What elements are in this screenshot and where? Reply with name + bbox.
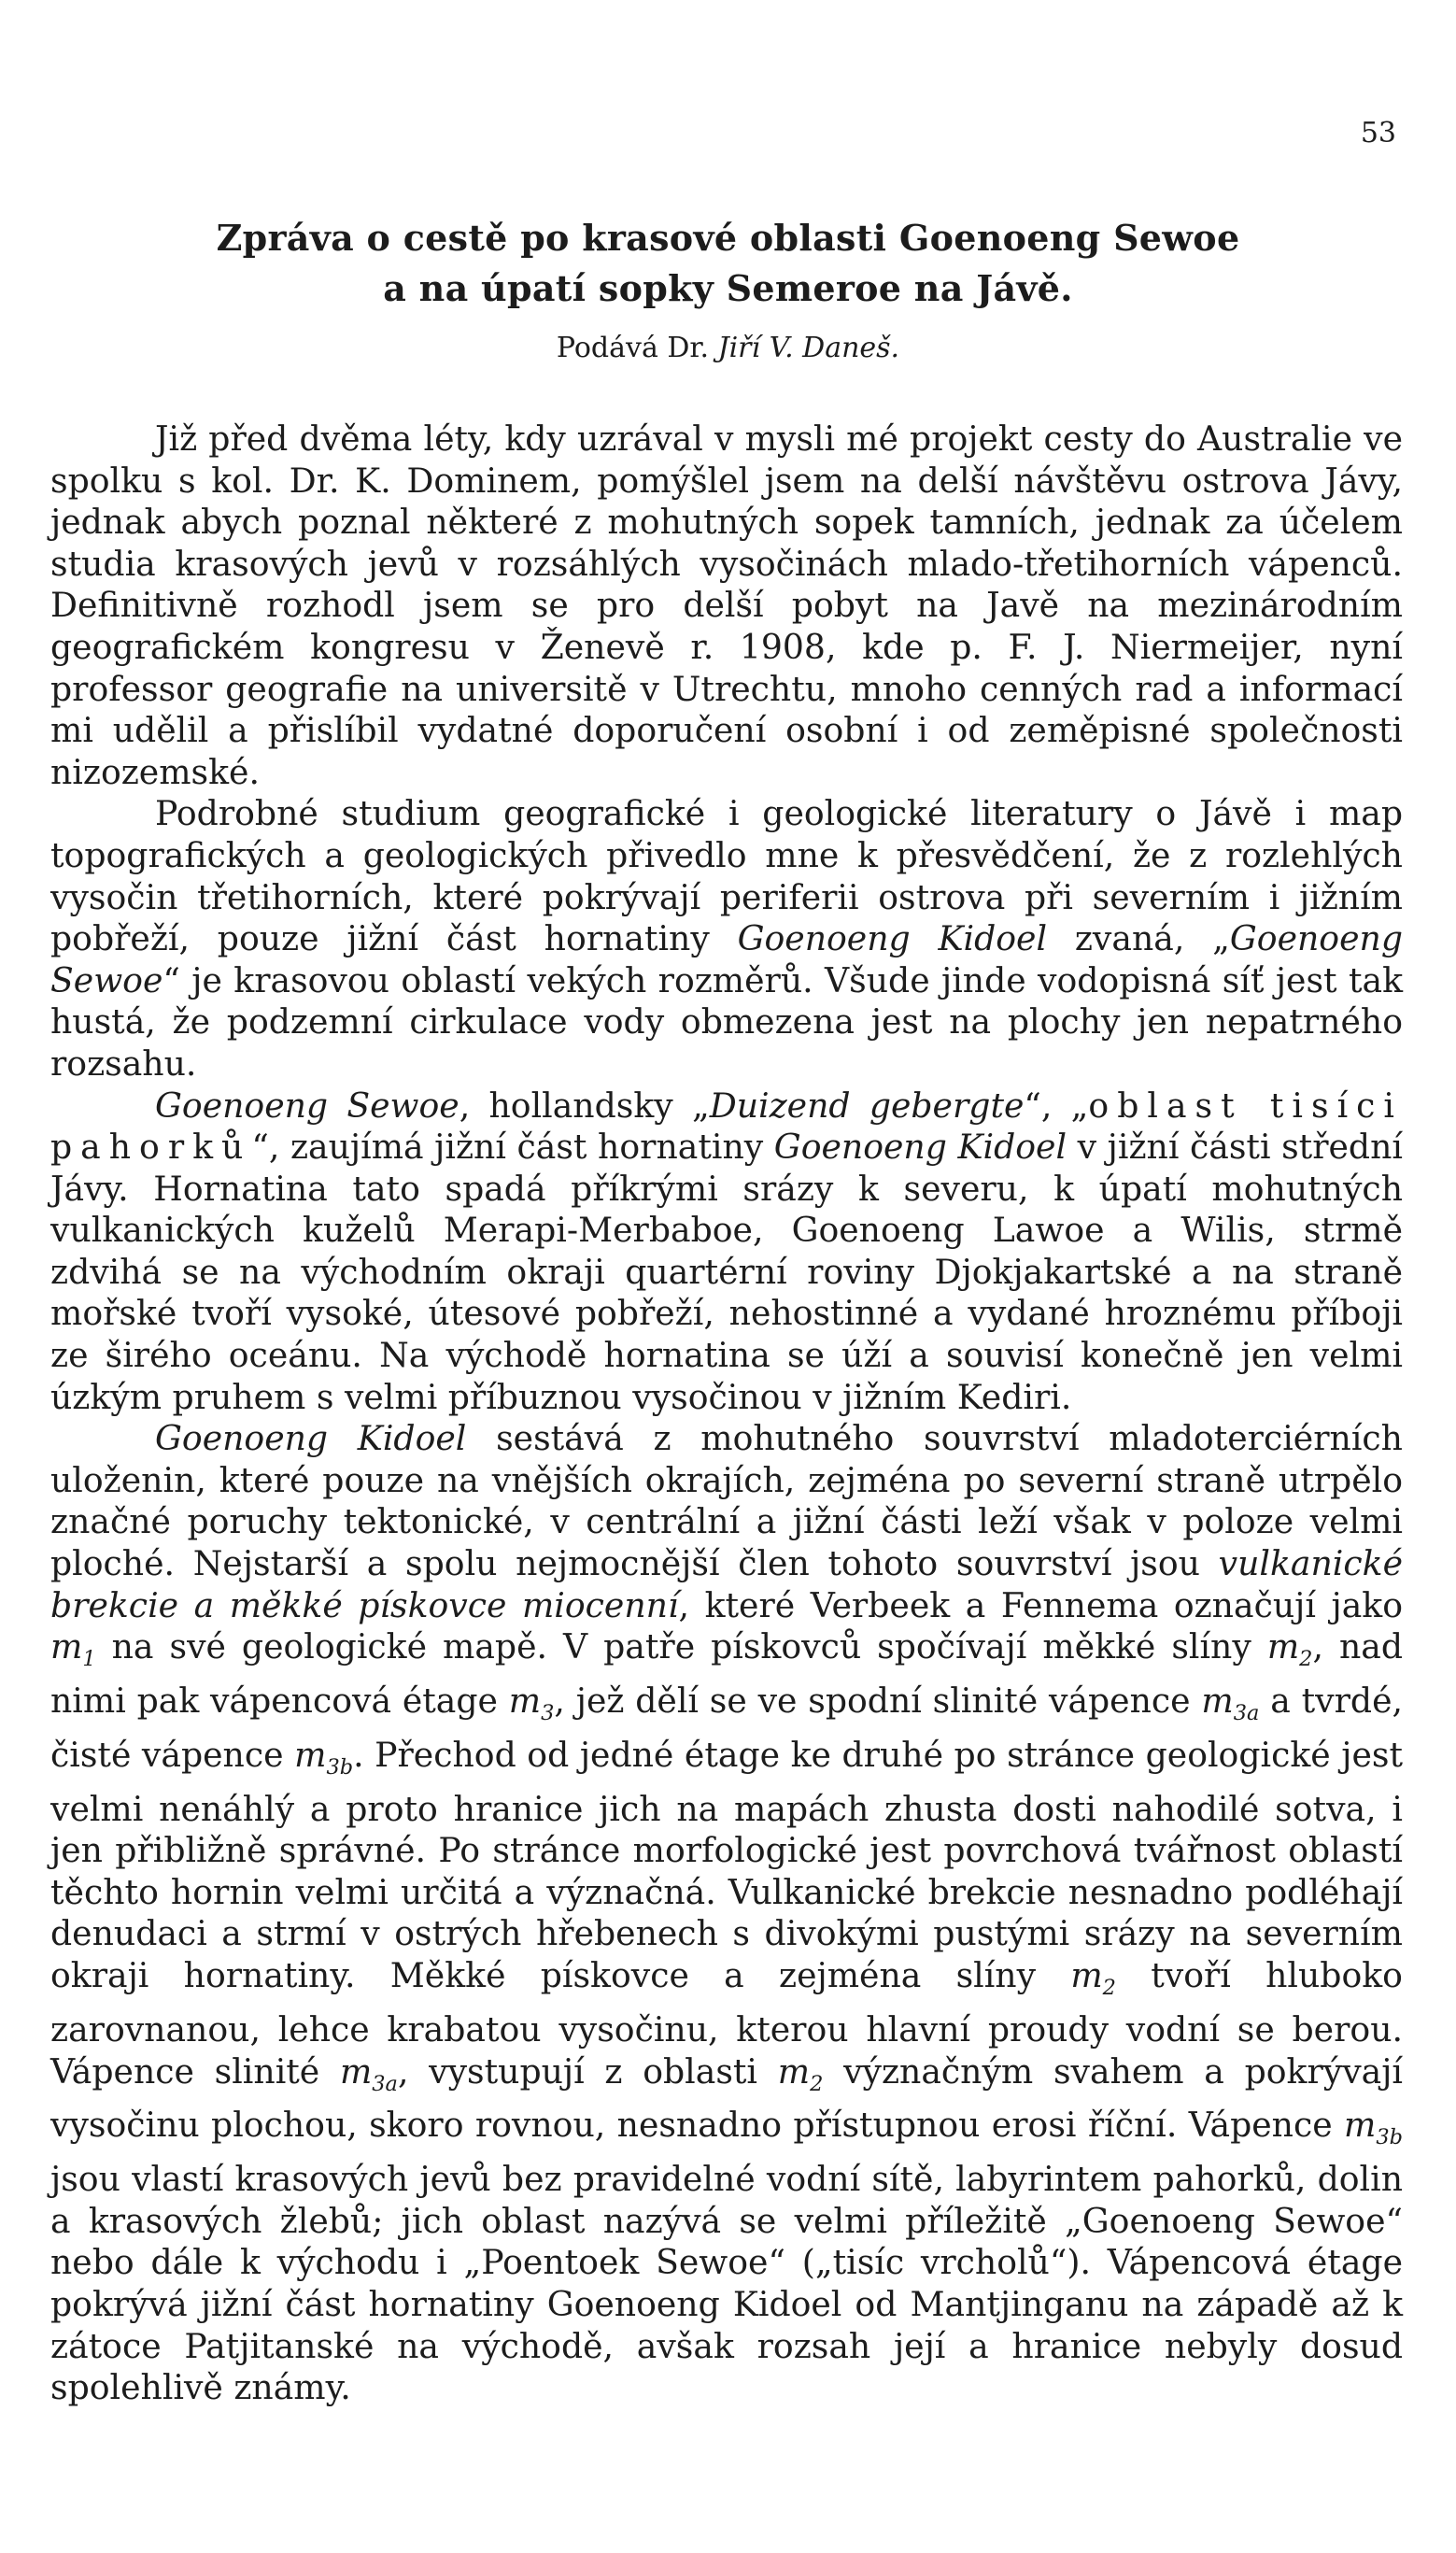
paragraph-2-text-e: “ je krasovou oblastí vekých rozměrů. Všude jinde vodopisná síť jest tak hustá, že podzemní cirkulace vody obmezena jest na plochy jen nepatrného rozsahu. xyxy=(50,959,1403,1084)
paragraph-4-text-h: a tvrdé, čisté vápence xyxy=(50,1681,1403,1775)
article-title xyxy=(0,213,1456,314)
symbol-m3a: $m_{3a}$ xyxy=(1201,1681,1260,1726)
paragraph-2-term-goenoeng-sewoe: Goenoeng Sewoe xyxy=(50,918,1403,1000)
paragraph-3 xyxy=(50,1085,1403,1419)
symbol-m3: $m_3$ xyxy=(508,1681,555,1726)
symbol-m3b-second: $m_{3b}$ xyxy=(1344,2105,1403,2150)
symbol-m2-third: $m_2$ xyxy=(777,2050,824,2096)
symbol-m2-second: $m_2$ xyxy=(1070,1955,1116,2001)
paragraph-2-term-goenoeng-kidoel: Goenoeng Kidoel xyxy=(737,918,1048,959)
paragraph-4-text-e: na své geologické mapě. V patře pískovců spočívají měkké slíny xyxy=(111,1626,1251,1667)
paragraph-2-text-a: Podrobné studium geografické i geologické literatury o Jávě i map topografických a geologických přivedlo mne k přesvědčení, že z rozlehlých vysočin třetihorních, které pokrývají periferii ostrova při severním i jižním pobřeží, pouze jižní část hornatiny xyxy=(50,793,1403,959)
paragraph-4-text-j: tvoří hluboko zarovnanou, lehce krabatou vysočinu, kterou hlavní proudy vodní se berou. Vápence slinité xyxy=(50,1955,1403,2092)
paragraph-4-term-goenoeng-kidoel: Goenoeng Kidoel xyxy=(155,1418,467,1459)
paragraph-4 xyxy=(50,1418,1403,2408)
paragraph-4-text-g: , jež dělí se ve spodní slinité vápence xyxy=(554,1681,1191,1722)
paragraph-2-text-c: zvaná, „ xyxy=(1074,918,1230,959)
paragraph-3-text-f: “, zaujímá jižní část hornatiny xyxy=(251,1127,764,1168)
paragraph-4-text-b: sestává z mohutného souvrství mladoterciérních uloženin, které pouze na vnějších okrajích, zejména po severní straně utrpělo značné poruchy tektonické, v centrální a jižní části leží však v poloze velmi ploché. Nejstarší a spolu nejmocnější člen tohoto souvrství jsou xyxy=(50,1418,1403,1584)
paragraph-4-term-brekcie: vulkanické brekcie a měkké pískovce miocenní xyxy=(50,1543,1403,1625)
symbol-m3b: $m_{3b}$ xyxy=(294,1734,354,1780)
paragraph-4-text-d: , které Verbeek a Fennema označují jako xyxy=(678,1584,1403,1625)
paragraph-4-text-k: , vystupují z oblasti xyxy=(397,2050,758,2092)
byline-author: Jiří V. Daneš. xyxy=(717,332,900,364)
paragraph-2 xyxy=(50,793,1403,1085)
byline-prefix: Podává Dr. xyxy=(556,332,710,364)
paragraph-4-text-i: . Přechod od jedné étage ke druhé po stránce geologické jest velmi nenáhlý a proto hranice jich na mapách zhusta dosti nahodilé sotva, i jen přibližně správné. Po stránce morfologické jest povrchová tvářnost oblastí těchto hornin velmi určitá a význačná. Vulkanické brekcie nesnadno podléhají denudaci a strmí v ostrých hřebenech s divokými pustými srázy na severním okraji hornatiny. Měkké pískovce a zejména slíny xyxy=(50,1734,1403,1996)
symbol-m3a-second: $m_{3a}$ xyxy=(339,2050,398,2096)
page-number: 53 xyxy=(1360,117,1396,149)
paragraph-3-text-b: , hollandsky „ xyxy=(459,1085,710,1126)
paragraph-3-spaced-phrase: oblast tisíci pahorků xyxy=(50,1085,1403,1168)
article-title-line-1: Zpráva o cestě po krasové oblasti Goenoeng Sewoe xyxy=(216,217,1240,259)
paragraph-4-text-f: , nad nimi pak vápencová étage xyxy=(50,1626,1403,1722)
symbol-m2: $m_2$ xyxy=(1266,1626,1313,1672)
paragraph-3-text-d: “, „ xyxy=(1024,1085,1089,1126)
paragraph-1: Již před dvěma léty, kdy uzrával v mysli mé projekt cesty do Australie ve spolku s kol. Dr. K. Dominem, pomýšlel jsem na delší návštěvu ostrova Jávy, jednak abych poznal některé z mohutných sopek tamních, jednak za účelem studia krasových jevů v rozsáhlých vysočinách mlado-třetihorních vápenců. Definitivně rozhodl jsem se pro delší pobyt na Javě na mezinárodním geografickém kongresu v Ženevě r. 1908, kde p. F. J. Niermeijer, nyní professor geografie na universitě v Utrechtu, mnoho cenných rad a informací mi udělil a přislíbil vydatné doporučení osobní i od zeměpisné společnosti nizozemské. xyxy=(50,418,1403,792)
article-body xyxy=(50,418,1403,2409)
paragraph-4-text-n: jsou vlastí krasových jevů bez pravidelné vodní sítě, labyrintem pahorků, dolin a krasových žlebů; jich oblast nazývá se velmi příležitě „Goenoeng Sewoe“ nebo dále k východu i „Poentoek Sewoe“ („tisíc vrcholů“). Vápencová étage pokrývá jižní část hornatiny Goenoeng Kidoel od Mantjinganu na západě až k zátoce Patjitanské na východě, avšak rozsah její a hranice nebyly dosud spolehlivě známy. xyxy=(50,2159,1403,2408)
paragraph-3-term-goenoeng-sewoe: Goenoeng Sewoe xyxy=(155,1085,459,1126)
symbol-m1: $m_1$ xyxy=(50,1626,96,1672)
paragraph-4-text-l: význačným svahem a pokrývají vysočinu plochou, skoro rovnou, nesnadno přístupnou erosi říční. Vápence xyxy=(50,2050,1404,2146)
byline xyxy=(0,332,1456,364)
paragraph-3-term-duizend-gebergte: Duizend gebergte xyxy=(709,1085,1025,1126)
paragraph-3-term-goenoeng-kidoel: Goenoeng Kidoel xyxy=(773,1127,1067,1168)
paragraph-3-text-h: v jižní části střední Jávy. Hornatina tato spadá příkrými srázy k severu, k úpatí mohutných vulkanických kuželů Merapi-Merbaboe, Goenoeng Lawoe a Wilis, strmě zdvihá se na východním okraji quartérní roviny Djokjakartské a na straně mořské tvoří vysoké, útesové pobřeží, nehostinné a vydané hroznému příboji ze širého oceánu. Na východě hornatina se úží a souvisí konečně jen velmi úzkým pruhem s velmi příbuznou vysočinou v jižním Kediri. xyxy=(50,1127,1403,1417)
article-title-line-2: a na úpatí sopky Semeroe na Jávě. xyxy=(383,267,1073,309)
